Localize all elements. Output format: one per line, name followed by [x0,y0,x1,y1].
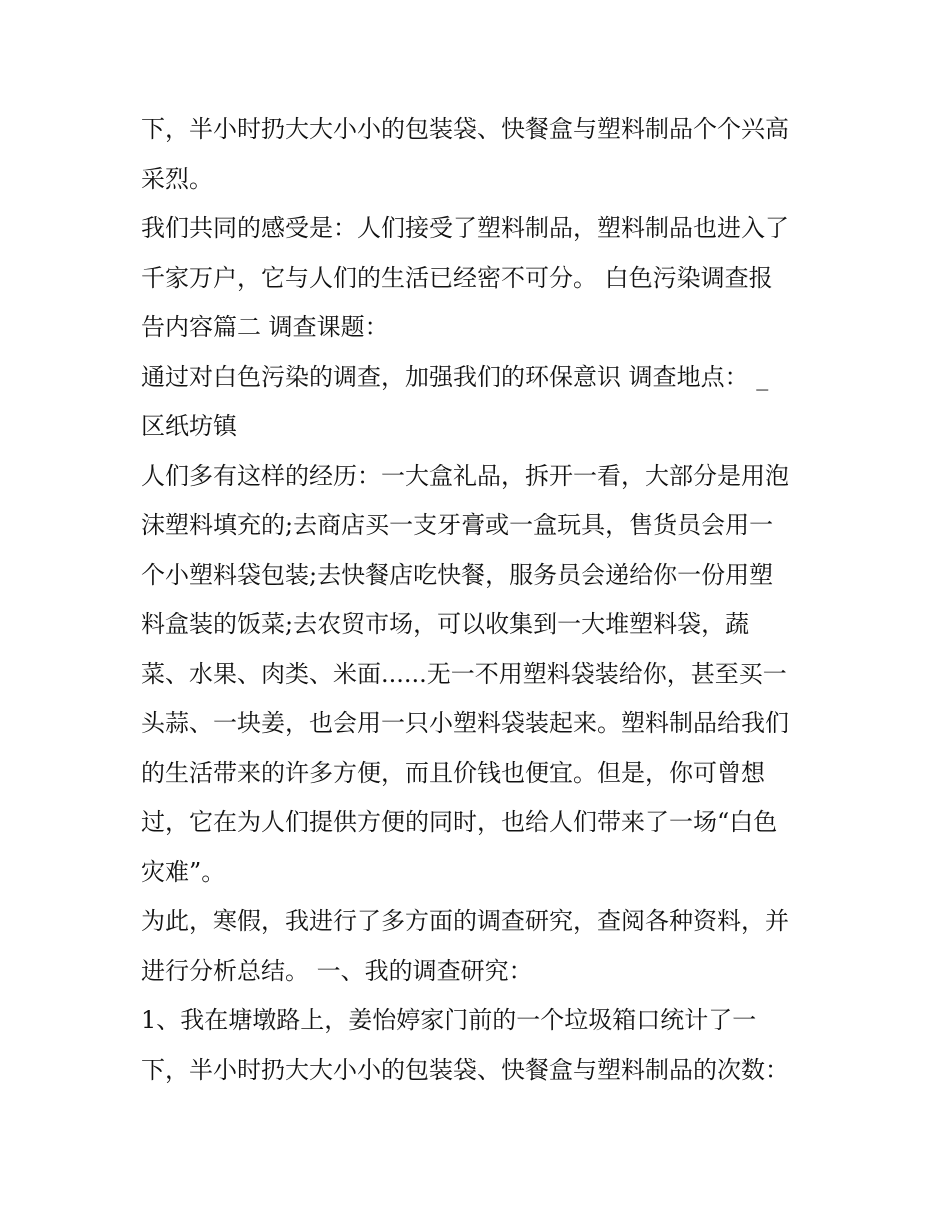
text-line: 个小塑料袋包装;去快餐店吃快餐，服务员会递给你一份用塑 [141,560,774,589]
text-line: 沫塑料填充的;去商店买一支牙膏或一盒玩具，售货员会用一 [141,511,774,539]
text-line: 进行分析总结。 一、我的调查研究： [141,956,533,985]
text-line: 过，它在为人们提供方便的同时，也给人们带来了一场“白色 [141,808,778,836]
text-line: 千家万户，它与人们的生活已经密不可分。 白色污染调查报 [141,263,773,292]
text-line: 1、我在塘墩路上，姜怡婷家门前的一个垃圾箱口统计了一 [141,1006,757,1034]
text-line: 头蒜、一块姜，也会用一只小塑料袋装起来。塑料制品给我们 [141,709,789,737]
text-line: 菜、水果、肉类、米面......无一不用塑料袋装给你，甚至买一 [141,659,787,688]
text-line: 的生活带来的许多方便，而且价钱也便宜。但是，你可曾想 [141,758,765,787]
text-line: 通过对白色污染的调查，加强我们的环保意识 调查地点： _ [141,362,769,391]
text-line: 采烈。 [141,164,213,193]
text-line: 区纸坊镇 [141,412,237,440]
text-line: 人们多有这样的经历：一大盒礼品，拆开一看，大部分是用泡 [141,461,789,490]
text-line: 下，半小时扔大大小小的包装袋、快餐盒与塑料制品个个兴高 [141,115,789,143]
text-line: 告内容篇二 调查课题： [141,313,389,341]
text-line: 为此，寒假，我进行了多方面的调查研究，查阅各种资料，并 [141,907,789,935]
text-line: 下，半小时扔大大小小的包装袋、快餐盒与塑料制品的次数： [141,1055,789,1084]
text-line: 灾难”。 [141,857,226,886]
body-text [141,105,821,1095]
text-line: 料盒装的饭菜;去农贸市场，可以收集到一大堆塑料袋，蔬 [141,610,750,638]
text-line: 我们共同的感受是：人们接受了塑料制品，塑料制品也进入了 [141,214,789,242]
